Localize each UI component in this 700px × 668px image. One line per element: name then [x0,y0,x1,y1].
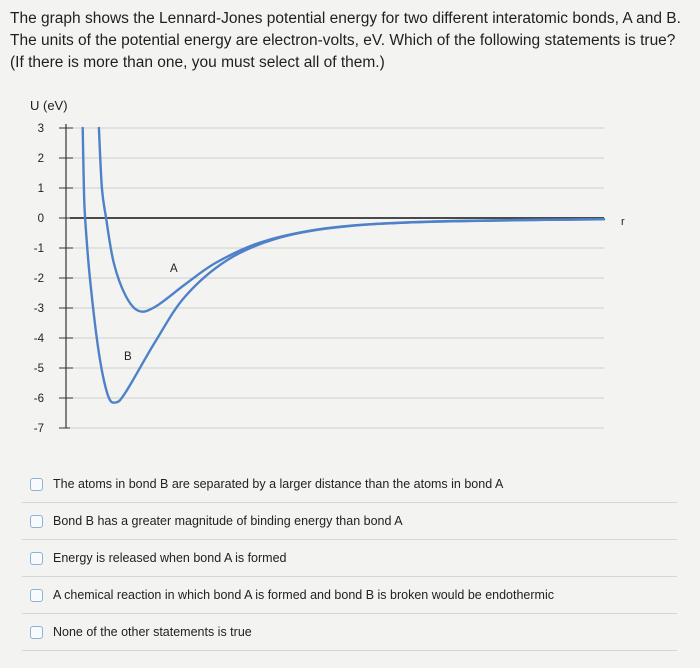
checkbox-icon[interactable] [30,552,43,565]
y-tick-label: -3 [33,303,44,315]
y-tick-label: -1 [33,243,44,255]
y-tick-label: 0 [37,213,44,225]
option-label: The atoms in bond B are separated by a larger distance than the atoms in bond A [53,477,504,491]
y-tick-label: -4 [33,333,44,345]
y-tick-label: -7 [33,423,44,435]
option-row[interactable] [22,540,677,577]
option-row[interactable] [22,614,677,651]
option-label: Energy is released when bond A is formed [53,551,287,565]
y-tick-label: 2 [37,153,44,165]
question-text [10,8,690,74]
checkbox-icon[interactable] [30,626,43,639]
checkbox-icon[interactable] [30,589,43,602]
series-label-B: B [124,351,132,363]
option-label: A chemical reaction in which bond A is formed and bond B is broken would be endothermic [53,588,554,602]
option-row[interactable] [22,466,677,503]
question-line: (If there is more than one, you must select all of them.) [10,54,385,71]
question-line: The units of the potential energy are electron-volts, eV. Which of the following statements is true? [10,32,676,49]
y-tick-label: 3 [37,123,44,135]
option-row[interactable] [22,577,677,614]
answer-options [22,466,677,651]
y-tick-label: -6 [33,393,44,405]
y-tick-label: -2 [33,273,44,285]
question-line: The graph shows the Lennard-Jones potential energy for two different interatomic bonds, A and B. [10,10,681,27]
option-row[interactable] [22,503,677,540]
option-label: None of the other statements is true [53,625,252,639]
series-label-A: A [170,263,178,275]
x-axis-label: r [621,216,625,228]
y-tick-label: 1 [37,183,44,195]
y-tick-label: -5 [33,363,44,375]
potential-energy-chart [0,92,700,452]
option-label: Bond B has a greater magnitude of binding energy than bond A [53,514,403,528]
y-axis-label: U (eV) [30,98,68,113]
checkbox-icon[interactable] [30,478,43,491]
checkbox-icon[interactable] [30,515,43,528]
series-B-line [83,128,604,403]
